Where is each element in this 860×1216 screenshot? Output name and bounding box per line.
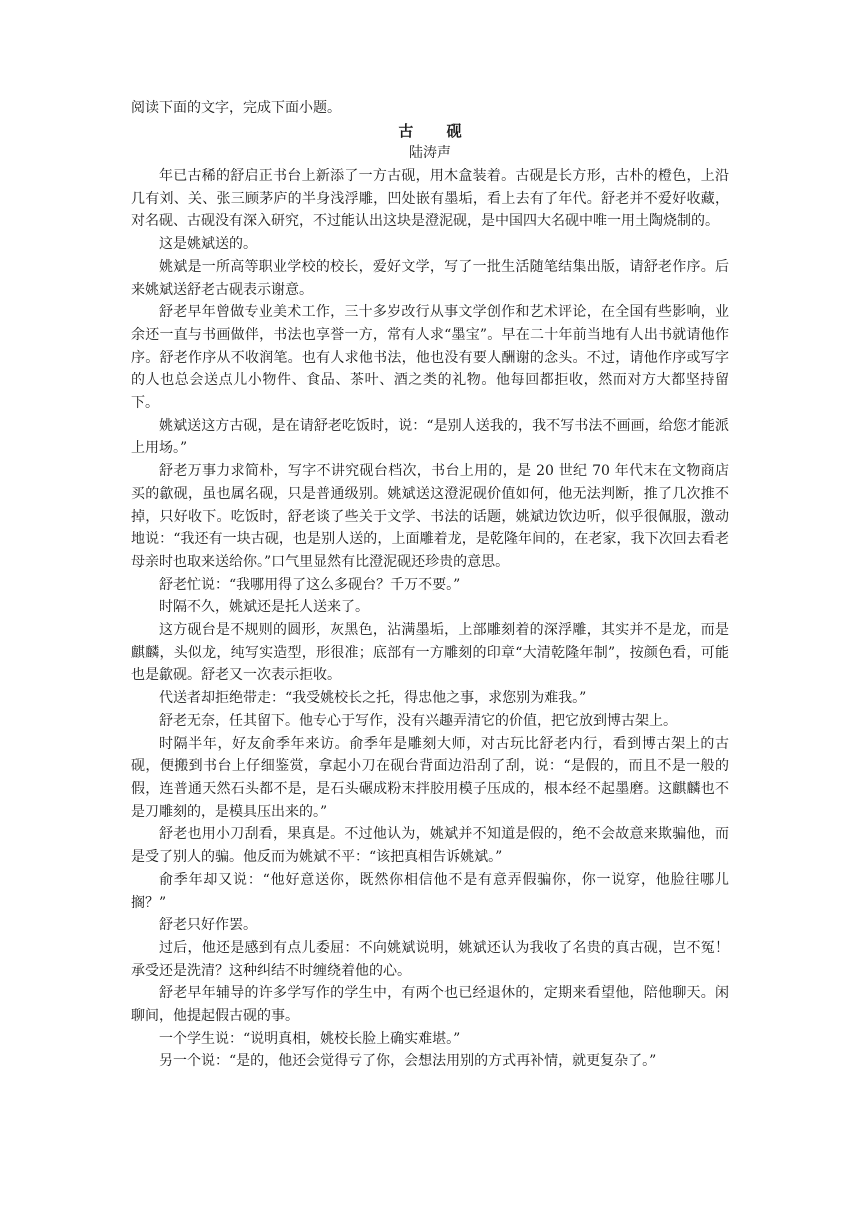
paragraph: 舒老万事力求简朴，写字不讲究砚台档次，书台上用的，是 20 世纪 70 年代末在文物商店买的歙砚，虽也属名砚，只是普通级别。姚斌送这澄泥砚价值如何，他无法判断，推了几次推不掉，只好收下。吃饭时，舒老谈了些关于文学、书法的话题，姚斌边饮边听，似乎很佩服，激动地说：“我还有一块古砚，也是别人送的，上面雕着龙，是乾隆年间的，在老家，我下次回去看老母亲时也取来送给你。”口气里显然有比澄泥砚还珍贵的意思。 bbox=[131, 463, 729, 570]
article-title: 古 砚 bbox=[398, 122, 476, 140]
instruction-text: 阅读下面的文字，完成下面小题。 bbox=[131, 100, 341, 116]
paragraph: 这是姚斌送的。 bbox=[159, 236, 257, 253]
paragraph: 一个学生说：“说明真相，姚校长脸上确实难堪。” bbox=[159, 1030, 461, 1047]
paragraph: 代送者却拒绝带走：“我受姚校长之托，得忠他之事，求您别为难我。” bbox=[159, 690, 587, 707]
paragraph: 舒老早年曾做专业美术工作，三十多岁改行从事文学创作和艺术评论，在全国有些影响，业余还一直与书画做伴，书法也享誉一方，常有人求“墨宝”。早在二十年前当地有人出书就请他作序。舒老作序从不收润笔。也有人求他书法，他也没有要人酬谢的念头。不过，请他作序或写字的人也总会送点儿小物件、食品、茶叶、酒之类的礼物。他每回都拒收，然而对方大都坚持留下。 bbox=[131, 304, 729, 412]
paragraph: 舒老只好作罢。 bbox=[159, 917, 257, 934]
paragraph: 舒老忙说：“我哪用得了这么多砚台？千万不要。” bbox=[159, 576, 461, 593]
paragraph: 舒老无奈，任其留下。他专心于写作，没有兴趣弄清它的价值，把它放到博古架上。 bbox=[159, 712, 677, 729]
paragraph: 姚斌是一所高等职业学校的校长，爱好文学，写了一批生活随笔结集出版，请舒老作序。后来姚斌送舒老古砚表示谢意。 bbox=[131, 258, 729, 298]
article-body bbox=[131, 165, 729, 1073]
paragraph: 舒老早年辅导的许多学写作的学生中，有两个也已经退休的，定期来看望他，陪他聊天。闲聊间，他提起假古砚的事。 bbox=[131, 985, 729, 1025]
paragraph: 舒老也用小刀刮看，果真是。不过他认为，姚斌并不知道是假的，绝不会故意来欺骗他，而是受了别人的骗。他反而为姚斌不平：“该把真相告诉姚斌。” bbox=[131, 826, 729, 866]
paragraph: 年已古稀的舒启正书台上新添了一方古砚，用木盒装着。古砚是长方形，古朴的橙色，上沿几有刘、关、张三顾茅庐的半身浅浮雕，凹处嵌有墨垢，看上去有了年代。舒老并不爱好收藏，对名砚、古砚没有深入研究，不过能认出这块是澄泥砚，是中国四大名砚中唯一用土陶烧制的。 bbox=[131, 168, 729, 230]
paragraph: 姚斌送这方古砚，是在请舒老吃饭时，说：“是别人送我的，我不写书法不画画，给您才能派上用场。” bbox=[131, 417, 729, 457]
paragraph: 俞季年却又说：“他好意送你，既然你相信他不是有意弄假骗你，你一说穿，他脸往哪儿搁？” bbox=[131, 871, 729, 911]
paragraph: 时隔不久，姚斌还是托人送来了。 bbox=[159, 599, 369, 616]
paragraph: 这方砚台是不规则的圆形，灰黑色，沾满墨垢，上部雕刻着的深浮雕，其实并不是龙，而是麒麟，头似龙，纯写实造型，形很准；底部有一方雕刻的印章“大清乾隆年制”，按颜色看，可能也是歙砚。舒老又一次表示拒收。 bbox=[131, 622, 729, 684]
paragraph: 时隔半年，好友俞季年来访。俞季年是雕刻大师，对古玩比舒老内行，看到博古架上的古砚，便搬到书台上仔细鉴赏，拿起小刀在砚台背面边沿刮了刮，说：“是假的，而且不是一般的假，连普通天然石头都不是，是石头碾成粉末拌胶用模子压成的，根本经不起墨磨。这麒麟也不是刀雕刻的，是模具压出来的。” bbox=[131, 735, 729, 820]
article-author: 陆涛声 bbox=[409, 145, 451, 161]
document-page bbox=[131, 96, 729, 1073]
paragraph: 过后，他还是感到有点儿委屈：不向姚斌说明，姚斌还认为我收了名贵的真古砚，岂不冤！承受还是洗清？这种纠结不时缠绕着他的心。 bbox=[131, 939, 729, 979]
paragraph: 另一个说：“是的，他还会觉得亏了你，会想法用别的方式再补情，就更复杂了。” bbox=[159, 1053, 657, 1070]
